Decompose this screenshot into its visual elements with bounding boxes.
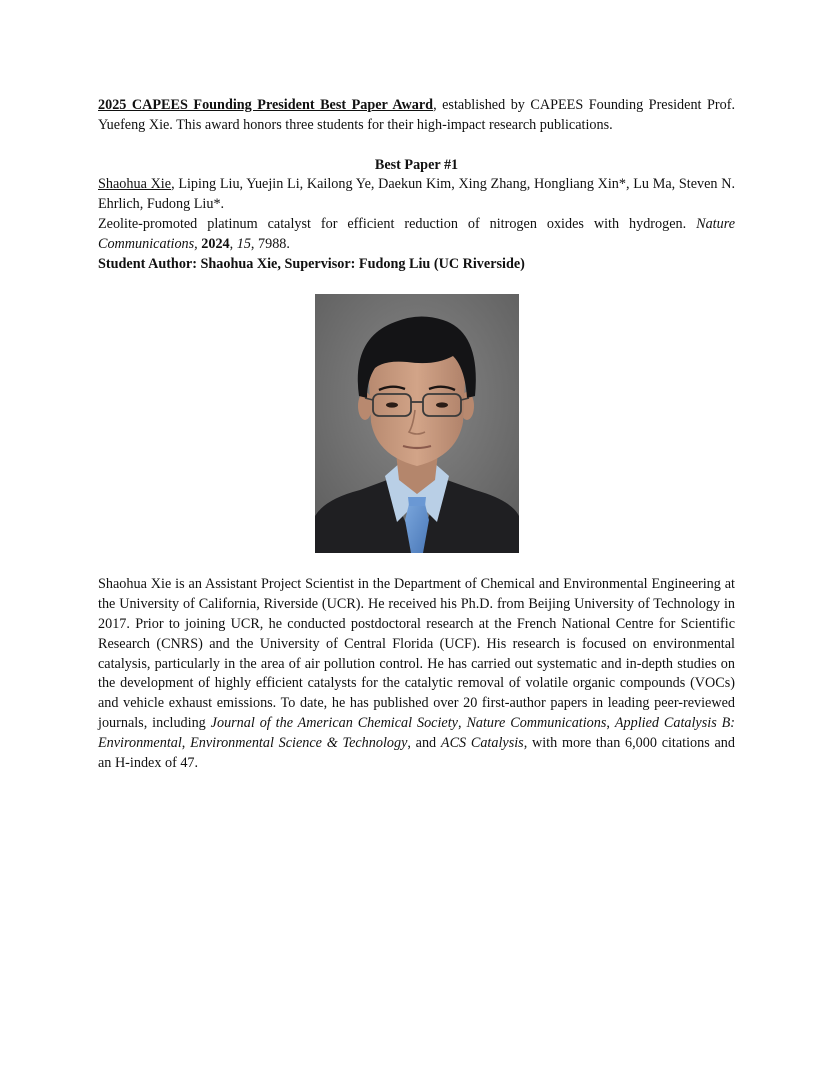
portrait-illustration <box>315 294 519 553</box>
student-supervisor-line: Student Author: Shaohua Xie, Supervisor: Fudong Liu (UC Riverside) <box>98 255 525 272</box>
citation-separator: , <box>229 235 237 252</box>
award-title: 2025 CAPEES Founding President Best Paper Award <box>98 97 434 113</box>
bio-separator: , <box>181 734 191 751</box>
bio-separator: , and <box>407 734 441 751</box>
bio-journal-jacs: Journal of the American Chemical Society <box>210 714 458 731</box>
paper-citation <box>98 215 735 255</box>
author-list <box>98 175 735 215</box>
paper-pages: , 7988. <box>250 235 290 252</box>
author-portrait-photo <box>315 294 519 553</box>
award-intro-text: , established by CAPEES Founding President Prof. Yuefeng Xie. This award honors three students for their high-impact research publications. <box>98 97 735 133</box>
author-biography <box>98 575 735 773</box>
paper-year: 2024 <box>201 235 230 252</box>
other-authors: , Liping Liu, Yuejin Li, Kailong Ye, Daekun Kim, Xing Zhang, Hongliang Xin*, Lu Ma, Steven N. Ehrlich, Fudong Liu*. <box>98 176 735 213</box>
bio-journal-nature-comms: Nature Communications <box>466 714 607 731</box>
bio-journal-apcatb: Applied Catalysis B: Environmental <box>98 714 736 751</box>
paper-heading: Best Paper #1 <box>374 156 459 173</box>
paper-title: Zeolite-promoted platinum catalyst for efficient reduction of nitrogen oxides with hydrogen. <box>98 215 687 232</box>
paper-volume: 15 <box>236 235 251 252</box>
document-page <box>98 96 735 773</box>
bio-text-part1: Shaohua Xie is an Assistant Project Scientist in the Department of Chemical and Environmental Engineering at the University of California, Riverside (UCR). He received his Ph.D. from Beijing University of Technology in 2017. Prior to joining UCR, he conducted postdoctoral research at the French National Centre for Scientific Research (CNRS) and the University of Central Florida (UCF). His research is focused on environmental catalysis, particularly in the area of air pollution control. He has carried out systematic and in-depth studies on the development of highly efficient catalysts for the catalytic removal of volatile organic compounds (VOCs) and vehicle exhaust emissions. To date, he has published over 20 first-author papers in leading peer-reviewed journals, including <box>98 576 735 731</box>
bio-separator: , <box>457 714 467 731</box>
citation-separator: , <box>194 235 202 252</box>
bio-journal-est: Environmental Science & Technology <box>190 734 408 751</box>
paper-journal: Nature Communications <box>98 215 735 252</box>
award-intro <box>98 96 735 136</box>
first-author: Shaohua Xie <box>98 176 172 193</box>
bio-journal-acs-catal: ACS Catalysis <box>440 734 524 751</box>
bio-separator: , <box>606 714 615 731</box>
bio-text-part2: , with more than 6,000 citations and an H-index of 47. <box>98 734 735 771</box>
